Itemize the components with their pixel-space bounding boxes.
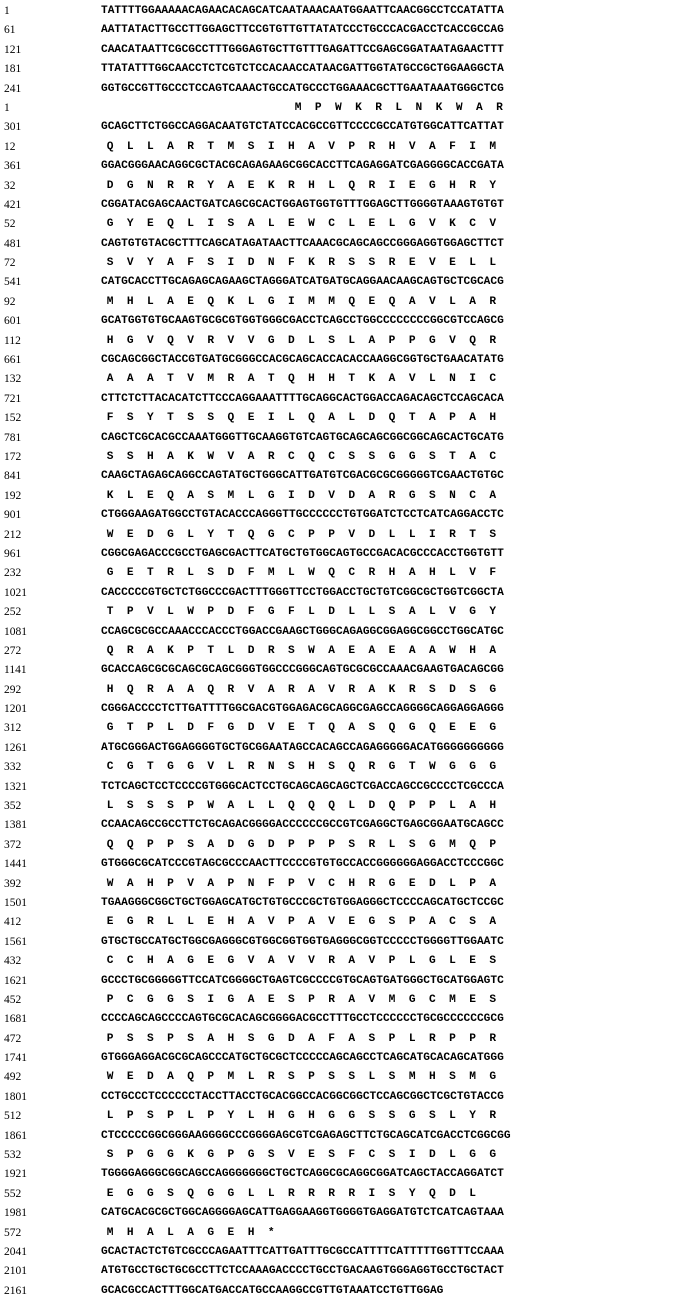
line-number: 552 (4, 1187, 22, 1200)
dna-sequence: CCCCAGCAGCCCCAGTGCGCACAGCGGGGACGCCTTTGCCTCCCCCCTGCGCCCCCCGCG (101, 1013, 504, 1026)
protein-sequence: L P S P L P Y L H G H G G S S G S L Y R (100, 1110, 497, 1123)
nucleotide-row (0, 1263, 677, 1282)
protein-sequence: G T P L D F G D V E T Q A S Q G Q E E G (100, 722, 497, 735)
amino-acid-row (0, 216, 677, 235)
line-number: 12 (4, 140, 16, 153)
amino-acid-row (0, 527, 677, 546)
dna-sequence: CGGCGAGACCCGCCTGAGCGACTTCATGCTGTGGCAGTGCCGACACGCCCACCTGGTGTT (101, 547, 504, 560)
nucleotide-row (0, 430, 677, 449)
line-number: 212 (4, 528, 22, 541)
line-number: 2041 (4, 1246, 27, 1258)
line-number: 572 (4, 1226, 22, 1239)
line-number: 301 (4, 121, 22, 134)
line-number: 241 (4, 82, 22, 95)
line-number: 601 (4, 315, 22, 328)
dna-sequence: TATTTTGGAAAAACAGAACACAGCATCAATAAACAATGGAATTCAACGGCCTCCATATTA (101, 5, 504, 17)
protein-sequence: P S S P S A H S G D A F A S P L R P P R (100, 1032, 497, 1045)
dna-sequence: GTGCTGCCATGCTGGCGAGGGCGTGGCGGTGGTGAGGGCGGTCCCCCTGGGGTTGGAATC (101, 935, 504, 948)
protein-sequence: A A A T V M R A T Q H H T K A V L N I C (100, 373, 497, 386)
line-number: 92 (4, 295, 16, 308)
nucleotide-row (0, 507, 677, 526)
line-number: 961 (4, 547, 22, 560)
dna-sequence: CAACATAATTCGCGCCTTTGGGAGTGCTTGTTTGAGATTCCGAGCGGATAATAGAACTTT (101, 43, 504, 56)
dna-sequence: GCACTACTCTGTCGCCCAGAATTTCATTGATTTGCGCCATTTTCATTTTTGGTTTCCAAA (101, 1246, 504, 1258)
line-number: 1441 (4, 858, 27, 871)
dna-sequence: GGTGCCGTTGCCCTCCAGTCAAACTGCCATGCCCTGGAAACGCTTGAATAAATGGGCTCG (101, 82, 504, 95)
amino-acid-row (0, 294, 677, 313)
amino-acid-row (0, 798, 677, 817)
nucleotide-row (0, 1050, 677, 1069)
amino-acid-row (0, 449, 677, 468)
protein-sequence: F S Y T S S Q E I L Q A L D Q T A P A H (100, 412, 497, 425)
amino-acid-row (0, 371, 677, 390)
nucleotide-row (0, 236, 677, 255)
amino-acid-row (0, 759, 677, 778)
line-number: 532 (4, 1149, 22, 1162)
dna-sequence: GCATGGTGTGCAAGTGCGCGTGGTGGGCGACCTCAGCCTGGCCCCCCCCGGCGTCCAGCG (101, 315, 504, 328)
nucleotide-row (0, 3, 677, 22)
nucleotide-row (0, 1011, 677, 1030)
amino-acid-row (0, 837, 677, 856)
nucleotide-row (0, 1128, 677, 1147)
dna-sequence: CTGGGAAGATGGCCTGTACACCCAGGGTTGCCCCCCTGTGGATCTCCTCATCAGGACCTC (101, 509, 504, 522)
amino-acid-row (0, 333, 677, 352)
line-number: 432 (4, 955, 22, 968)
line-number: 1 (4, 101, 10, 114)
line-number: 352 (4, 800, 22, 813)
line-number: 1741 (4, 1052, 27, 1065)
dna-sequence: CTTCTCTTACACATCTTCCCAGGAAATTTTGCAGGCACTGGACCAGACAGCTCCAGCACA (101, 392, 504, 405)
protein-sequence: D G N R R Y A E K R H L Q R I E G H R Y (100, 179, 497, 192)
line-number: 1921 (4, 1168, 27, 1181)
dna-sequence: CTCCCCCGGCGGGAAGGGGCCCGGGGAGCGTCGAGAGCTTCTGCAGCATCGACCTCGGCGG (101, 1129, 511, 1142)
nucleotide-row (0, 352, 677, 371)
line-number: 132 (4, 373, 22, 386)
line-number: 1681 (4, 1013, 27, 1026)
line-number: 1201 (4, 703, 27, 716)
dna-sequence: ATGCGGGACTGGAGGGGTGCTGCGGAATAGCCACAGCCAGAGGGGGACATGGGGGGGGGG (101, 741, 504, 754)
protein-sequence: S S H A K W V A R C Q C S S G G S T A C (100, 450, 497, 463)
protein-sequence: H G V Q V R V V G D L S L A P P G V Q R (100, 334, 497, 347)
line-number: 112 (4, 334, 21, 347)
amino-acid-row (0, 139, 677, 158)
dna-sequence: GTGGGAGGACGCGCAGCCCATGCTGCGCTCCCCCAGCAGCCTCAGCATGCACAGCATGGG (101, 1052, 504, 1065)
amino-acid-row (0, 720, 677, 739)
line-number: 192 (4, 489, 22, 502)
dna-sequence: CATGCACGCGCTGGCAGGGGAGCATTGAGGAAGGTGGGGTGAGGATGTCTCATCAGTAAA (101, 1207, 504, 1220)
dna-sequence: CAAGCTAGAGCAGGCCAGTATGCTGGGCATTGATGTCGACGCGCGGGGGTCGAACTGTGC (101, 470, 504, 483)
line-number: 1861 (4, 1129, 27, 1142)
nucleotide-row (0, 158, 677, 177)
amino-acid-row (0, 255, 677, 274)
line-number: 252 (4, 606, 22, 619)
line-number: 361 (4, 160, 22, 173)
amino-acid-row (0, 992, 677, 1011)
line-number: 272 (4, 644, 22, 657)
nucleotide-row (0, 934, 677, 953)
line-number: 492 (4, 1071, 22, 1084)
line-number: 292 (4, 683, 22, 696)
amino-acid-row (0, 876, 677, 895)
nucleotide-row (0, 81, 677, 100)
protein-sequence: T P V L W P D F G F L D L L S A L V G Y (100, 606, 497, 619)
protein-sequence: C G T G G V L R N S H S Q R G T W G G G (100, 761, 497, 774)
dna-sequence: TGGGGAGGGCGGCAGCCAGGGGGGGCTGCTCAGGCGCAGGCGGATCAGCTACCAGGATCT (101, 1168, 504, 1181)
dna-sequence: CAGCTCGCACGCCAAATGGGTTGCAAGGTGTCAGTGCAGCAGCGGCGGCAGCACTGCATG (101, 431, 504, 444)
dna-sequence: CGCAGCGGCTACCGTGATGCGGGCCACGCAGCACCACACCAAGGCGGTGCTGAACATATG (101, 354, 504, 367)
dna-sequence: GCCCTGCGGGGGTTCCATCGGGGCTGAGTCGCCCCGTGCAGTGATGGGCTGCATGGAGTC (101, 974, 504, 987)
protein-sequence: M H A L A G E H * (100, 1226, 275, 1239)
line-number: 512 (4, 1110, 22, 1123)
dna-sequence: CATGCACCTTGCAGAGCAGAAGCTAGGGATCATGATGCAGGAACAAGCAGTGCTCGCACG (101, 276, 504, 289)
line-number: 61 (4, 24, 16, 37)
protein-sequence: M P W K R L N K W A R (100, 101, 503, 114)
line-number: 172 (4, 450, 22, 463)
line-number: 1561 (4, 935, 27, 948)
line-number: 312 (4, 722, 22, 735)
line-number: 52 (4, 218, 16, 231)
nucleotide-row (0, 895, 677, 914)
nucleotide-row (0, 662, 677, 681)
protein-sequence: G Y E Q L I S A L E W C L E L G V K C V (100, 218, 497, 231)
line-number: 1621 (4, 974, 27, 987)
amino-acid-row (0, 100, 677, 119)
amino-acid-row (0, 178, 677, 197)
protein-sequence: Q Q P P S A D G D P P P S R L S G M Q P (100, 838, 497, 851)
amino-acid-row (0, 1031, 677, 1050)
nucleotide-row (0, 585, 677, 604)
protein-sequence: K L E Q A S M L G I D V D A R G S N C A (100, 489, 497, 502)
line-number: 72 (4, 257, 16, 270)
line-number: 1801 (4, 1090, 27, 1103)
amino-acid-row (0, 410, 677, 429)
dna-sequence: TCTCAGCTCCTCCCCGTGGGCACTCCTGCAGCAGCAGCTCGACCAGCCGCCCCTCGCCCA (101, 780, 504, 793)
nucleotide-row (0, 391, 677, 410)
amino-acid-row (0, 953, 677, 972)
amino-acid-row (0, 1186, 677, 1205)
line-number: 901 (4, 509, 22, 522)
line-number: 2101 (4, 1265, 27, 1278)
line-number: 332 (4, 761, 22, 774)
amino-acid-row (0, 643, 677, 662)
dna-sequence: CCTGCCCTCCCCCCTACCTTACCTGCACGGCCACGGCGGCTCCAGCGGCTCGCTGTACCG (101, 1090, 504, 1103)
nucleotide-row (0, 624, 677, 643)
protein-sequence: E G G S Q G G L L R R R R I S Y Q D L (100, 1187, 476, 1200)
nucleotide-row (0, 197, 677, 216)
amino-acid-row (0, 565, 677, 584)
line-number: 232 (4, 567, 22, 580)
nucleotide-row (0, 313, 677, 332)
line-number: 372 (4, 838, 22, 851)
line-number: 841 (4, 470, 22, 483)
nucleotide-row (0, 856, 677, 875)
protein-sequence: W A H P V A P N F P V C H R G E D L P A (100, 877, 497, 890)
line-number: 1021 (4, 586, 27, 599)
nucleotide-row (0, 1089, 677, 1108)
dna-sequence: CAGTGTGTACGCTTTCAGCATAGATAACTTCAAACGCAGCAGCCGGGAGGTGGAGCTTCT (101, 237, 504, 250)
protein-sequence: W E D G L Y T Q G C P P V D L L I R T S (100, 528, 497, 541)
line-number: 721 (4, 392, 22, 405)
dna-sequence: ATGTGCCTGCTGCGCCTTCTCCAAAGACCCCTGCCTGACAAGTGGGAGGTGCCTGCTACT (101, 1265, 504, 1278)
dna-sequence: TGAAGGGCGGCTGCTGGAGCATGCTGTGCCCGCTGTGGAGGGCTCCCCAGCATGCTCCGC (101, 896, 504, 909)
dna-sequence: GGACGGGAACAGGCGCTACGCAGAGAAGCGGCACCTTCAGAGGATCGAGGGGCACCGATA (101, 160, 504, 173)
nucleotide-row (0, 1283, 677, 1302)
nucleotide-row (0, 546, 677, 565)
line-number: 152 (4, 412, 22, 425)
line-number: 452 (4, 993, 22, 1006)
protein-sequence: E G R L L E H A V P A V E G S P A C S A (100, 916, 497, 929)
line-number: 1141 (4, 664, 27, 677)
nucleotide-row (0, 468, 677, 487)
protein-sequence: G E T R L S D F M L W Q C R H A H L V F (100, 567, 497, 580)
dna-sequence: GCACGCCACTTTGGCATGACCATGCCAAGGCCGTTGTAAATCCTGTTGGAG (101, 1284, 444, 1297)
nucleotide-row (0, 42, 677, 61)
dna-sequence: GCACCAGCGCGCAGCGCAGCGGGTGGCCCGGGCAGTGCGCGCCAAACGAAGTGACAGCGG (101, 664, 504, 677)
nucleotide-row (0, 1166, 677, 1185)
protein-sequence: W E D A Q P M L R S P S S L S M H S M G (100, 1071, 497, 1084)
line-number: 661 (4, 354, 22, 367)
amino-acid-row (0, 1147, 677, 1166)
protein-sequence: S V Y A F S I D N F K R S S R E V E L L (100, 257, 497, 270)
amino-acid-row (0, 1069, 677, 1088)
line-number: 1321 (4, 780, 27, 793)
line-number: 181 (4, 63, 22, 76)
protein-sequence: S P G G K G P G S V E S F C S I D L G G (100, 1149, 497, 1162)
protein-sequence: P C G G S I G A E S P R A V M G C M E S (100, 993, 497, 1006)
nucleotide-row (0, 274, 677, 293)
amino-acid-row (0, 1108, 677, 1127)
dna-sequence: GCAGCTTCTGGCCAGGACAATGTCTATCCACGCCGTTCCCCGCCATGTGGCATTCATTAT (101, 121, 504, 134)
line-number: 1081 (4, 625, 27, 638)
sequence-document (0, 3, 677, 1302)
nucleotide-row (0, 973, 677, 992)
line-number: 32 (4, 179, 16, 192)
dna-sequence: CCAGCGCGCCAAACCCACCCTGGACCGAAGCTGGGCAGAGGCGGAGGCGGCCTGGCATGC (101, 625, 504, 638)
dna-sequence: TTATATTTGGCAACCTCTCGTCTCCACAACCATAACGATTGGTATGCCGCTGGAAGGCTA (101, 63, 504, 76)
protein-sequence: Q R A K P T L D R S W A E A E A A W H A (100, 644, 497, 657)
protein-sequence: L S S S P W A L L Q Q Q L D Q P P L A H (100, 800, 497, 813)
line-number: 1501 (4, 896, 27, 909)
amino-acid-row (0, 682, 677, 701)
dna-sequence: CGGGACCCCTCTTGATTTTGGCGACGTGGAGACGCAGGCGAGCCAGGGGCAGGAGGAGGG (101, 703, 504, 716)
line-number: 1261 (4, 741, 27, 754)
nucleotide-row (0, 22, 677, 41)
protein-sequence: Q L L A R T M S I H A V P R H V A F I M (100, 140, 497, 153)
line-number: 121 (4, 43, 22, 56)
dna-sequence: GTGGGCGCATCCCGTAGCGCCCAACTTCCCCGTGTGCCACCGGGGGGAGGACCTCCCGGC (101, 858, 504, 871)
line-number: 1981 (4, 1207, 27, 1220)
nucleotide-row (0, 701, 677, 720)
protein-sequence: H Q R A A Q R V A R A V R A K R S D S G (100, 683, 497, 696)
amino-acid-row (0, 488, 677, 507)
line-number: 1381 (4, 819, 27, 832)
protein-sequence: M H L A E Q K L G I M M Q E Q A V L A R (100, 295, 497, 308)
nucleotide-row (0, 1244, 677, 1263)
nucleotide-row (0, 740, 677, 759)
line-number: 481 (4, 237, 22, 250)
nucleotide-row (0, 779, 677, 798)
line-number: 781 (4, 431, 22, 444)
line-number: 392 (4, 877, 22, 890)
nucleotide-row (0, 61, 677, 80)
dna-sequence: CGGATACGAGCAACTGATCAGCGCACTGGAGTGGTGTTTGGAGCTTGGGGTAAAGTGTGT (101, 198, 504, 211)
line-number: 472 (4, 1032, 22, 1045)
amino-acid-row (0, 1225, 677, 1244)
line-number: 1 (4, 5, 10, 17)
amino-acid-row (0, 604, 677, 623)
line-number: 421 (4, 198, 22, 211)
protein-sequence: C C H A G E G V A V V R A V P L G L E S (100, 955, 497, 968)
dna-sequence: CACCCCCGTGCTCTGGCCCGACTTTGGGTTCCTGGACCTGCTGTCGGCGCTGGTCGGCTA (101, 586, 504, 599)
dna-sequence: AATTATACTTGCCTTGGAGCTTCCGTGTTGTTATATCCCTGCCCACGACCTCACCGCCAG (101, 24, 504, 37)
line-number: 412 (4, 916, 22, 929)
dna-sequence: CCAACAGCCGCCTTCTGCAGACGGGGACCCCCCGCCGTCGAGGCTGAGCGGAATGCAGCC (101, 819, 504, 832)
line-number: 2161 (4, 1284, 27, 1297)
nucleotide-row (0, 817, 677, 836)
nucleotide-row (0, 119, 677, 138)
nucleotide-row (0, 1205, 677, 1224)
line-number: 541 (4, 276, 22, 289)
amino-acid-row (0, 914, 677, 933)
